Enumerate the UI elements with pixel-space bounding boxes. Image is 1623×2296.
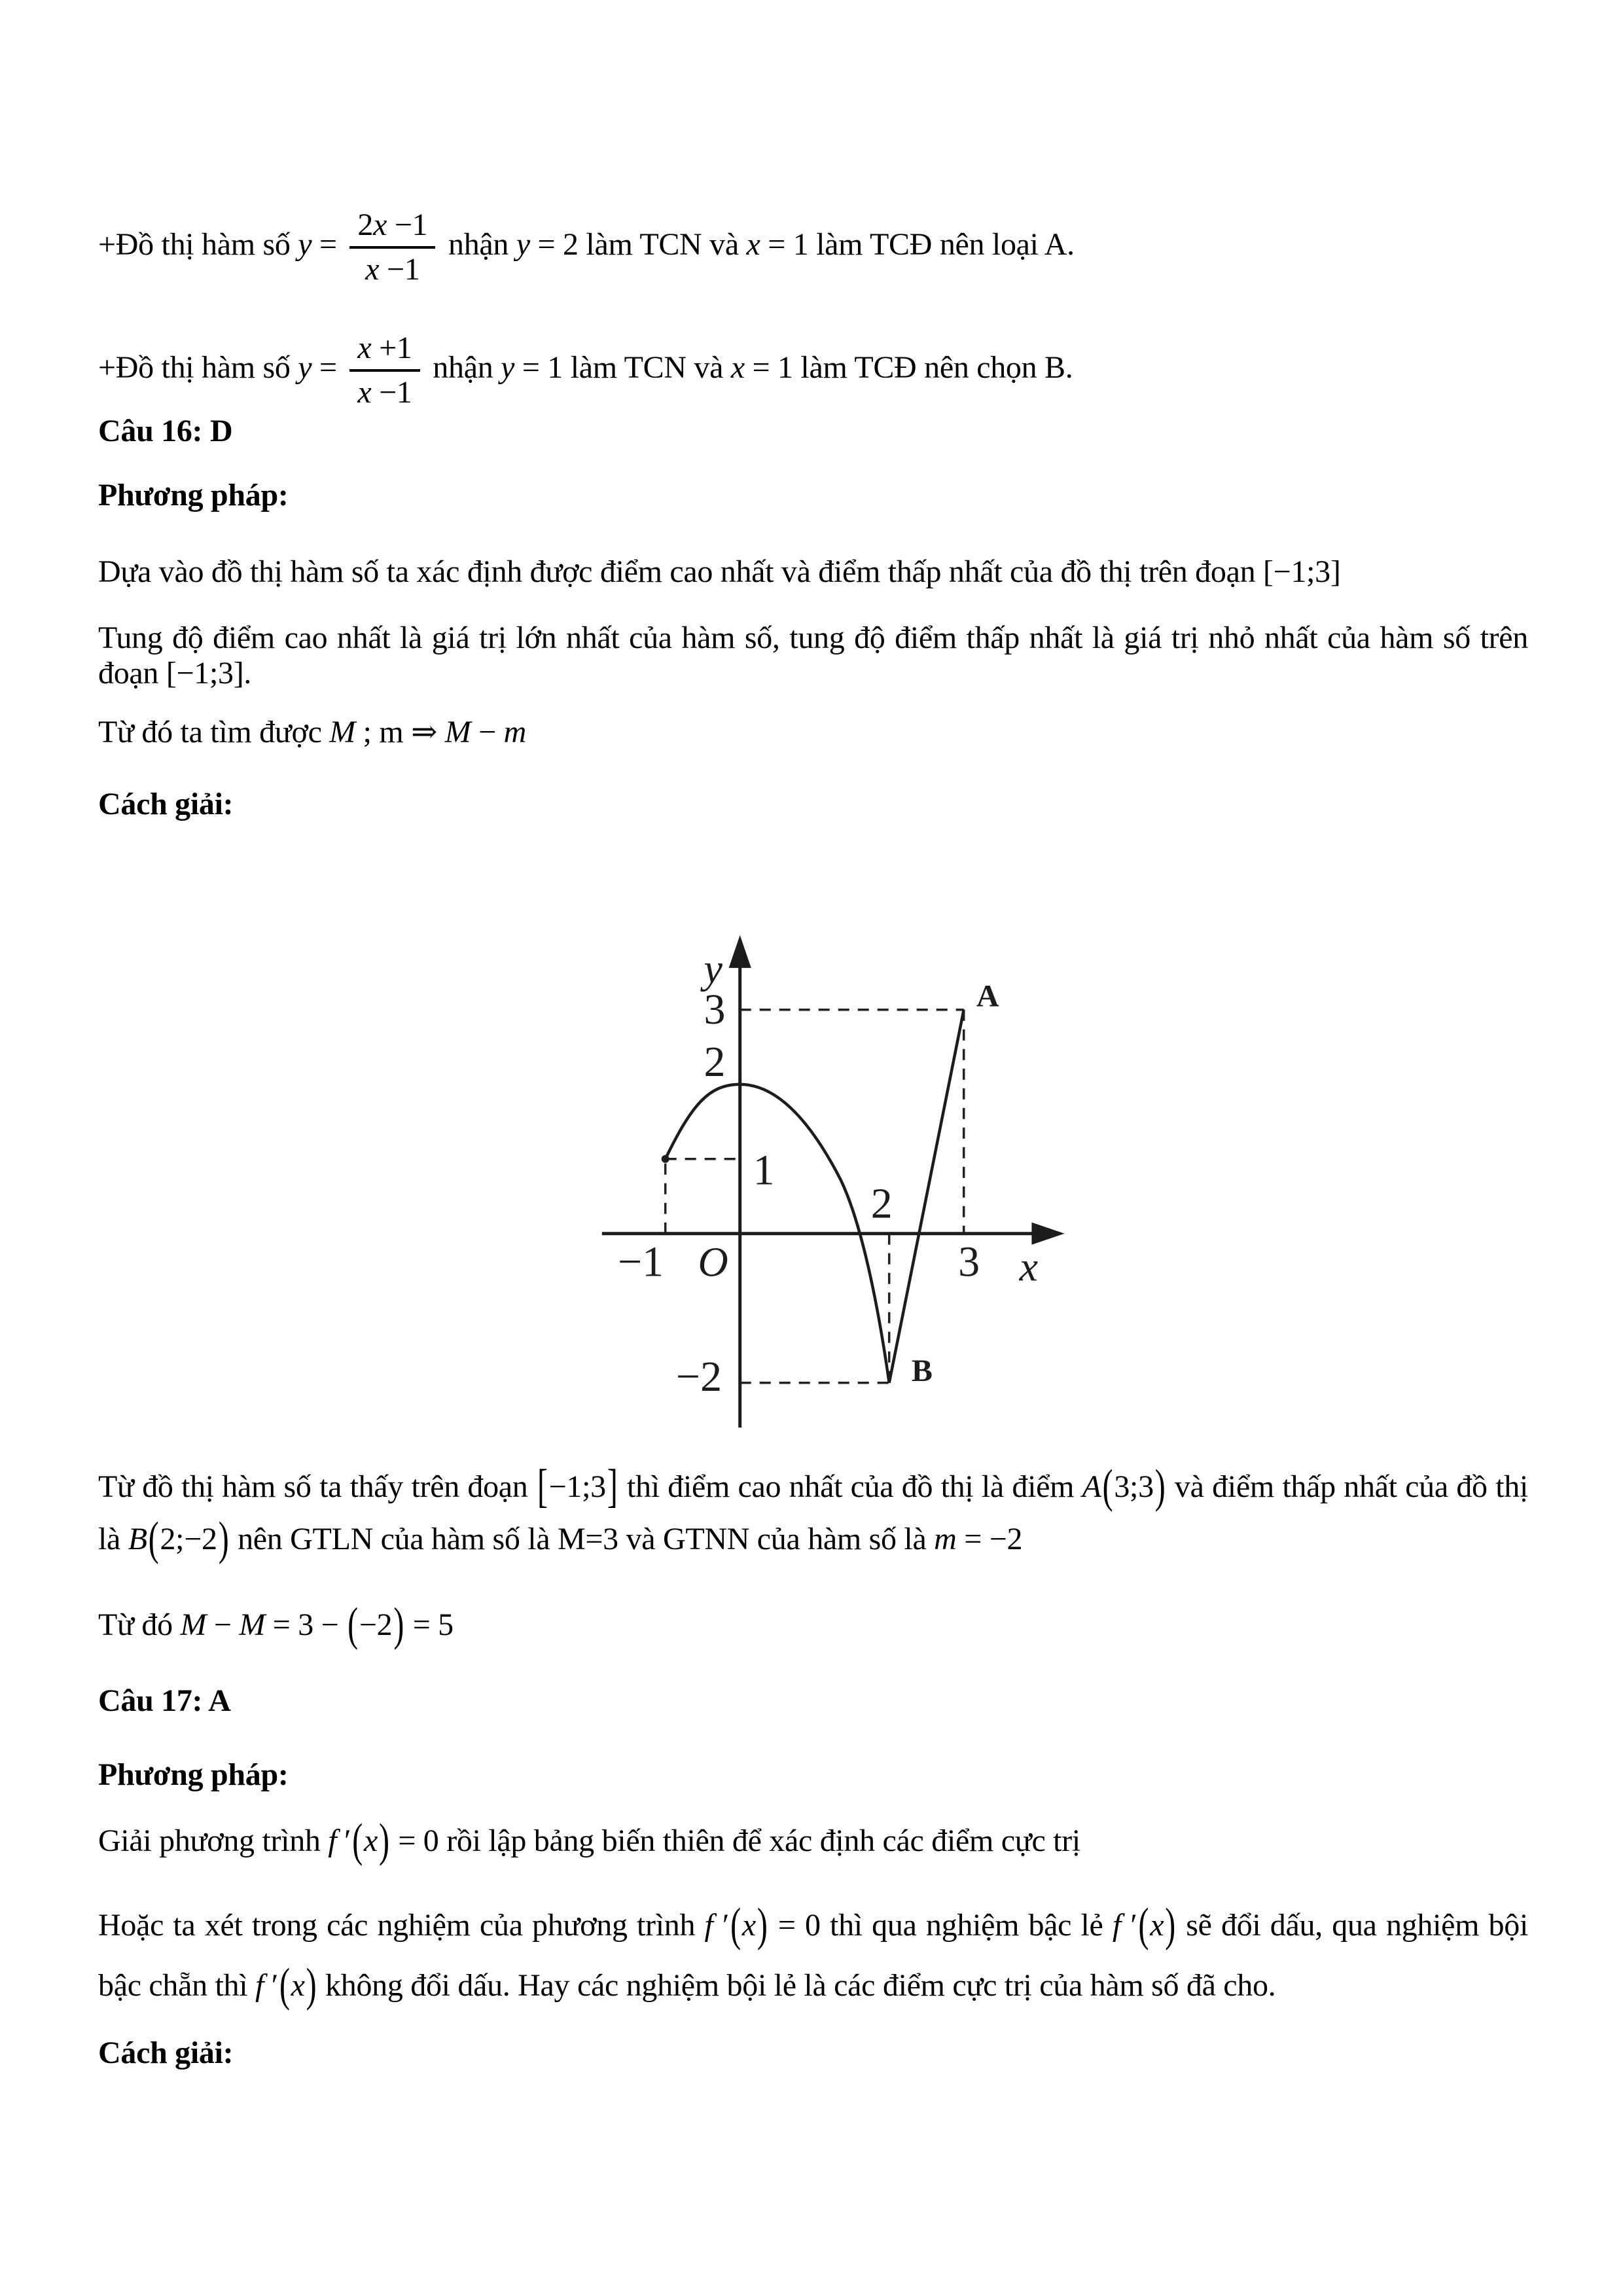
curve-endpoint-dot bbox=[662, 1155, 669, 1163]
text-run: ′ bbox=[264, 1968, 278, 2003]
text-run: M bbox=[444, 715, 471, 749]
math-line-chon-B bbox=[98, 331, 1528, 410]
fraction-denominator bbox=[349, 249, 435, 287]
text-run: −1 bbox=[387, 207, 428, 242]
stretchy-delimiter: ) bbox=[393, 1598, 404, 1651]
stretchy-delimiter: ( bbox=[730, 1899, 741, 1951]
text-run: −1;3 bbox=[548, 1469, 606, 1504]
text-run: −1 bbox=[379, 252, 420, 287]
text-run: x bbox=[365, 252, 380, 287]
text-run: = 0 rồi lập bảng biến thiên để xác định các điểm cực trị bbox=[390, 1823, 1080, 1858]
x-axis-arrowhead bbox=[1031, 1223, 1064, 1245]
fraction bbox=[349, 331, 419, 410]
heading-cach-giai-2: Cách giải: bbox=[98, 2036, 234, 2070]
text-run: x bbox=[291, 1968, 305, 2003]
text-run: f bbox=[328, 1823, 337, 1858]
text-run: Giải phương trình bbox=[98, 1823, 329, 1858]
text-run: x bbox=[357, 375, 372, 410]
text-run: y bbox=[516, 227, 530, 262]
paragraph-dua-vao bbox=[98, 553, 1528, 591]
fraction bbox=[349, 208, 435, 287]
paragraph-giai-phuong-trinh bbox=[98, 1814, 1528, 1867]
text-run: Từ đó bbox=[98, 1607, 181, 1642]
graph-svg bbox=[587, 931, 1072, 1461]
stretchy-delimiter: ( bbox=[1138, 1899, 1149, 1951]
text-run: 3;3 bbox=[1114, 1469, 1154, 1504]
paragraph-ket-qua bbox=[98, 1598, 1528, 1651]
text-run: − bbox=[206, 1607, 240, 1642]
graph-label-x: x bbox=[1019, 1243, 1039, 1290]
text-run: x bbox=[357, 331, 372, 365]
text-run: nhận bbox=[440, 227, 516, 262]
text-run: = 0 thì qua nghiệm bậc lẻ bbox=[768, 1908, 1113, 1943]
text-run: 2 bbox=[357, 207, 374, 242]
function-graph-figure bbox=[587, 931, 1072, 1462]
stretchy-delimiter: ( bbox=[279, 1959, 290, 2011]
paragraph-hoac-ta-xet bbox=[98, 1895, 1528, 2016]
text-run: [−1;3]. bbox=[166, 656, 252, 691]
heading-cach-giai-1: Cách giải: bbox=[98, 787, 234, 821]
text-run: x bbox=[746, 227, 760, 262]
text-run: y bbox=[501, 350, 515, 386]
paragraph-tu-do-tim-duoc bbox=[98, 713, 1528, 751]
text-run: m bbox=[503, 715, 527, 749]
stretchy-delimiter: ) bbox=[218, 1513, 229, 1565]
text-run: M bbox=[180, 1607, 207, 1642]
text-run: f bbox=[255, 1968, 264, 2003]
text-run: nên GTLN của hàm số là M=3 và GTNN của hàm số là bbox=[230, 1522, 935, 1556]
text-run: Từ đồ thị hàm số ta thấy trên đoạn bbox=[98, 1469, 536, 1504]
graph-label-O: O bbox=[698, 1238, 728, 1285]
text-run: = 5 bbox=[405, 1607, 454, 1642]
text-run: = 1 làm TCĐ nên chọn B. bbox=[744, 350, 1073, 386]
text-run: Tung độ điểm cao nhất là giá trị lớn nhất của hàm số, tung độ điểm thấp nhất là giá trị nhỏ nhất của hàm số trên đoạn bbox=[98, 620, 1528, 691]
text-run: và điểm thấp nhất của đồ thị là bbox=[98, 1469, 1528, 1556]
text-run: x bbox=[741, 1908, 756, 1943]
heading-phuong-phap-1: Phương pháp: bbox=[98, 478, 289, 512]
text-run: x bbox=[373, 207, 387, 242]
stretchy-delimiter: ( bbox=[352, 1814, 363, 1867]
text-run: y bbox=[298, 350, 312, 386]
graph-label-3: 3 bbox=[704, 986, 726, 1034]
graph-label-2: 2 bbox=[704, 1038, 726, 1086]
text-run: không đổi dấu. Hay các nghiệm bội lẻ là các điểm cực trị của hàm số đã cho. bbox=[317, 1968, 1276, 2003]
stretchy-delimiter: ) bbox=[757, 1899, 768, 1951]
graph-label-1: 1 bbox=[753, 1146, 775, 1194]
text-run: − bbox=[471, 715, 504, 749]
text-run: sẽ đổi dấu, qua nghiệm bội bậc chẵn thì bbox=[98, 1908, 1528, 2003]
graph-label-−1: −1 bbox=[617, 1238, 664, 1286]
text-run: +Đồ thị hàm số bbox=[98, 350, 298, 386]
text-run: = bbox=[312, 350, 345, 386]
fraction-numerator bbox=[349, 331, 419, 372]
fraction-denominator bbox=[349, 372, 419, 410]
text-run: [−1;3] bbox=[1262, 554, 1341, 589]
text-run: f bbox=[704, 1908, 713, 1943]
stretchy-delimiter: ( bbox=[148, 1513, 159, 1565]
text-run: = 3 − bbox=[265, 1607, 347, 1642]
text-run: = 2 làm TCN và bbox=[529, 227, 747, 262]
text-run: 2;−2 bbox=[160, 1522, 217, 1556]
text-run: ′ bbox=[713, 1908, 730, 1943]
text-run: x bbox=[730, 350, 745, 386]
text-run: A bbox=[1082, 1469, 1101, 1504]
y-axis-arrowhead bbox=[729, 935, 751, 968]
text-run: +1 bbox=[371, 331, 412, 365]
text-run: thì điểm cao nhất của đồ thị là điểm bbox=[618, 1469, 1082, 1504]
stretchy-delimiter: ] bbox=[607, 1460, 618, 1513]
text-run: −2 bbox=[359, 1607, 393, 1642]
text-run: Hoặc ta xét trong các nghiệm của phương trình bbox=[98, 1908, 705, 1943]
paragraph-tu-do-thi bbox=[98, 1461, 1528, 1566]
graph-label-A: A bbox=[976, 978, 999, 1014]
heading-cau-16: Câu 16: D bbox=[98, 414, 233, 448]
text-run: nhận bbox=[425, 350, 501, 386]
stretchy-delimiter: ) bbox=[1165, 1899, 1175, 1951]
text-run: = −2 bbox=[956, 1522, 1023, 1556]
text-run: y bbox=[298, 227, 312, 262]
text-run: B bbox=[128, 1522, 147, 1556]
stretchy-delimiter: ) bbox=[306, 1959, 317, 2011]
fraction-numerator bbox=[349, 208, 435, 249]
stretchy-delimiter: ) bbox=[378, 1814, 389, 1867]
text-run: f bbox=[1112, 1908, 1121, 1943]
text-run: Từ đó ta tìm được bbox=[98, 715, 330, 749]
text-run: Dựa vào đồ thị hàm số ta xác định được điểm cao nhất và điểm thấp nhất của đồ thị trên đoạn bbox=[98, 554, 1263, 589]
paragraph-tung-do bbox=[98, 620, 1528, 691]
graph-label-−2: −2 bbox=[675, 1353, 722, 1401]
text-run: −1 bbox=[371, 375, 412, 410]
graph-label-2: 2 bbox=[870, 1179, 893, 1228]
text-run: ′ bbox=[336, 1823, 351, 1858]
stretchy-delimiter: [ bbox=[537, 1460, 548, 1513]
stretchy-delimiter: ) bbox=[1154, 1460, 1166, 1513]
text-run: x bbox=[1150, 1908, 1164, 1943]
text-run: ′ bbox=[1120, 1908, 1137, 1943]
text-run: +Đồ thị hàm số bbox=[98, 227, 298, 262]
stretchy-delimiter: ( bbox=[348, 1598, 358, 1651]
text-run: = 1 làm TCĐ nên loại A. bbox=[760, 227, 1075, 262]
math-line-loai-A bbox=[98, 208, 1528, 287]
graph-label-3: 3 bbox=[958, 1238, 980, 1286]
text-run: M bbox=[239, 1607, 266, 1642]
text-run: M bbox=[329, 715, 355, 749]
text-run: x bbox=[363, 1823, 378, 1858]
text-run: m bbox=[934, 1522, 957, 1556]
graph-label-B: B bbox=[911, 1353, 933, 1388]
stretchy-delimiter: ( bbox=[1102, 1460, 1113, 1513]
text-run: ; m ⇒ bbox=[355, 715, 445, 749]
text-run: = 1 làm TCN và bbox=[514, 350, 731, 386]
graph-label-y: y bbox=[704, 945, 722, 992]
text-run: = bbox=[312, 227, 345, 262]
heading-cau-17: Câu 17: A bbox=[98, 1683, 231, 1718]
heading-phuong-phap-2: Phương pháp: bbox=[98, 1757, 289, 1792]
